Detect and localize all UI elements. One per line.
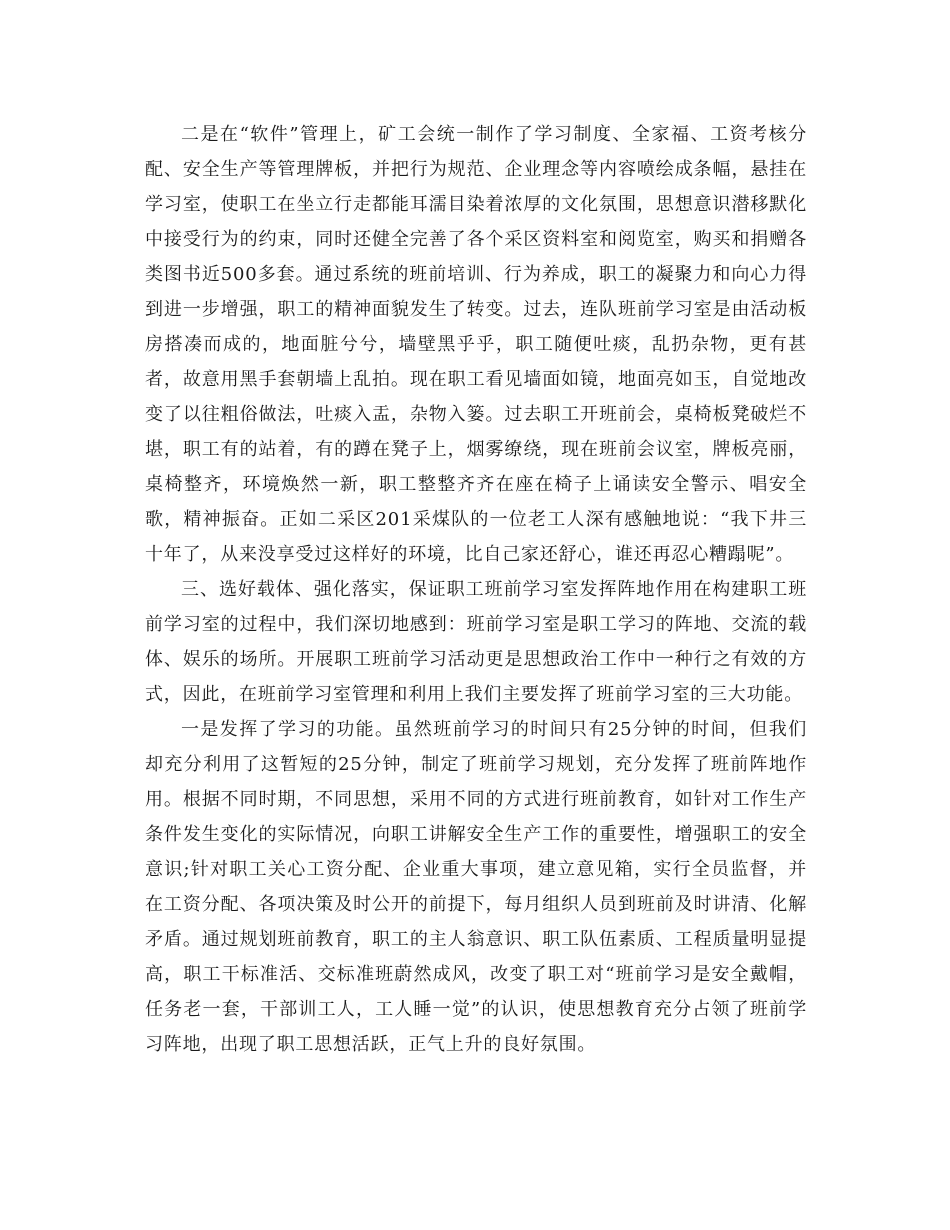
paragraph-carrier-implementation: 三、选好载体、强化落实，保证职工班前学习室发挥阵地作用在构建职工班前学习室的过程中，我们深切地感到：班前学习室是职工学习的阵地、交流的载体、娱乐的场所。开展职工班前学习活动更是思想政治工作中一种行之有效的方式，因此，在班前学习室管理和利用上我们主要发挥了班前学习室的三大功能。 [145, 579, 807, 705]
paragraph-software-management: 二是在“软件”管理上，矿工会统一制作了学习制度、全家福、工资考核分配、安全生产等管理牌板，并把行为规范、企业理念等内容喷绘成条幅，悬挂在学习室，使职工在坐立行走都能耳濡目染着浓厚的文化氛围，思想意识潜移默化中接受行为的约束，同时还健全完善了各个采区资料室和阅览室，购买和捐赠各类图书近500多套。通过系统的班前培训、行为养成，职工的凝聚力和向心力得到进一步增强，职工的精神面貌发生了转变。过去，连队班前学习室是由活动板房搭凑而成的，地面脏兮兮，墙壁黑乎乎，职工随便吐痰，乱扔杂物，更有甚者，故意用黑手套朝墙上乱拍。现在职工看见墙面如镜，地面亮如玉，自觉地改变了以往粗俗做法，吐痰入盂，杂物入篓。过去职工开班前会，桌椅板凳破烂不堪，职工有的站着，有的蹲在凳子上，烟雾缭绕，现在班前会议室，牌板亮丽，桌椅整齐，环境焕然一新，职工整整齐齐在座在椅子上诵读安全警示、唱安全歌，精神振奋。正如二采区201采煤队的一位老工人深有感触地说：“我下井三十年了，从来没享受过这样好的环境，比自己家还舒心，谁还再忍心糟蹋呢”。 [145, 124, 807, 565]
paragraph-learning-function: 一是发挥了学习的功能。虽然班前学习的时间只有25分钟的时间，但我们却充分利用了这暂短的25分钟，制定了班前学习规划，充分发挥了班前阵地作用。根据不同时期，不同思想，采用不同的方式进行班前教育，如针对工作生产条件发生变化的实际情况，向职工讲解安全生产工作的重要性，增强职工的安全意识;针对职工关心工资分配、企业重大事项，建立意见箱，实行全员监督，并在工资分配、各项决策及时公开的前提下，每月组织人员到班前及时讲清、化解矛盾。通过规划班前教育，职工的主人翁意识、职工队伍素质、工程质量明显提高，职工干标准活、交标准班蔚然成风，改变了职工对“班前学习是安全戴帽，任务老一套，干部训工人，工人睡一觉”的认识，使思想教育充分占领了班前学习阵地，出现了职工思想活跃，正气上升的良好氛围。 [145, 719, 807, 1055]
document-body [145, 117, 807, 1062]
